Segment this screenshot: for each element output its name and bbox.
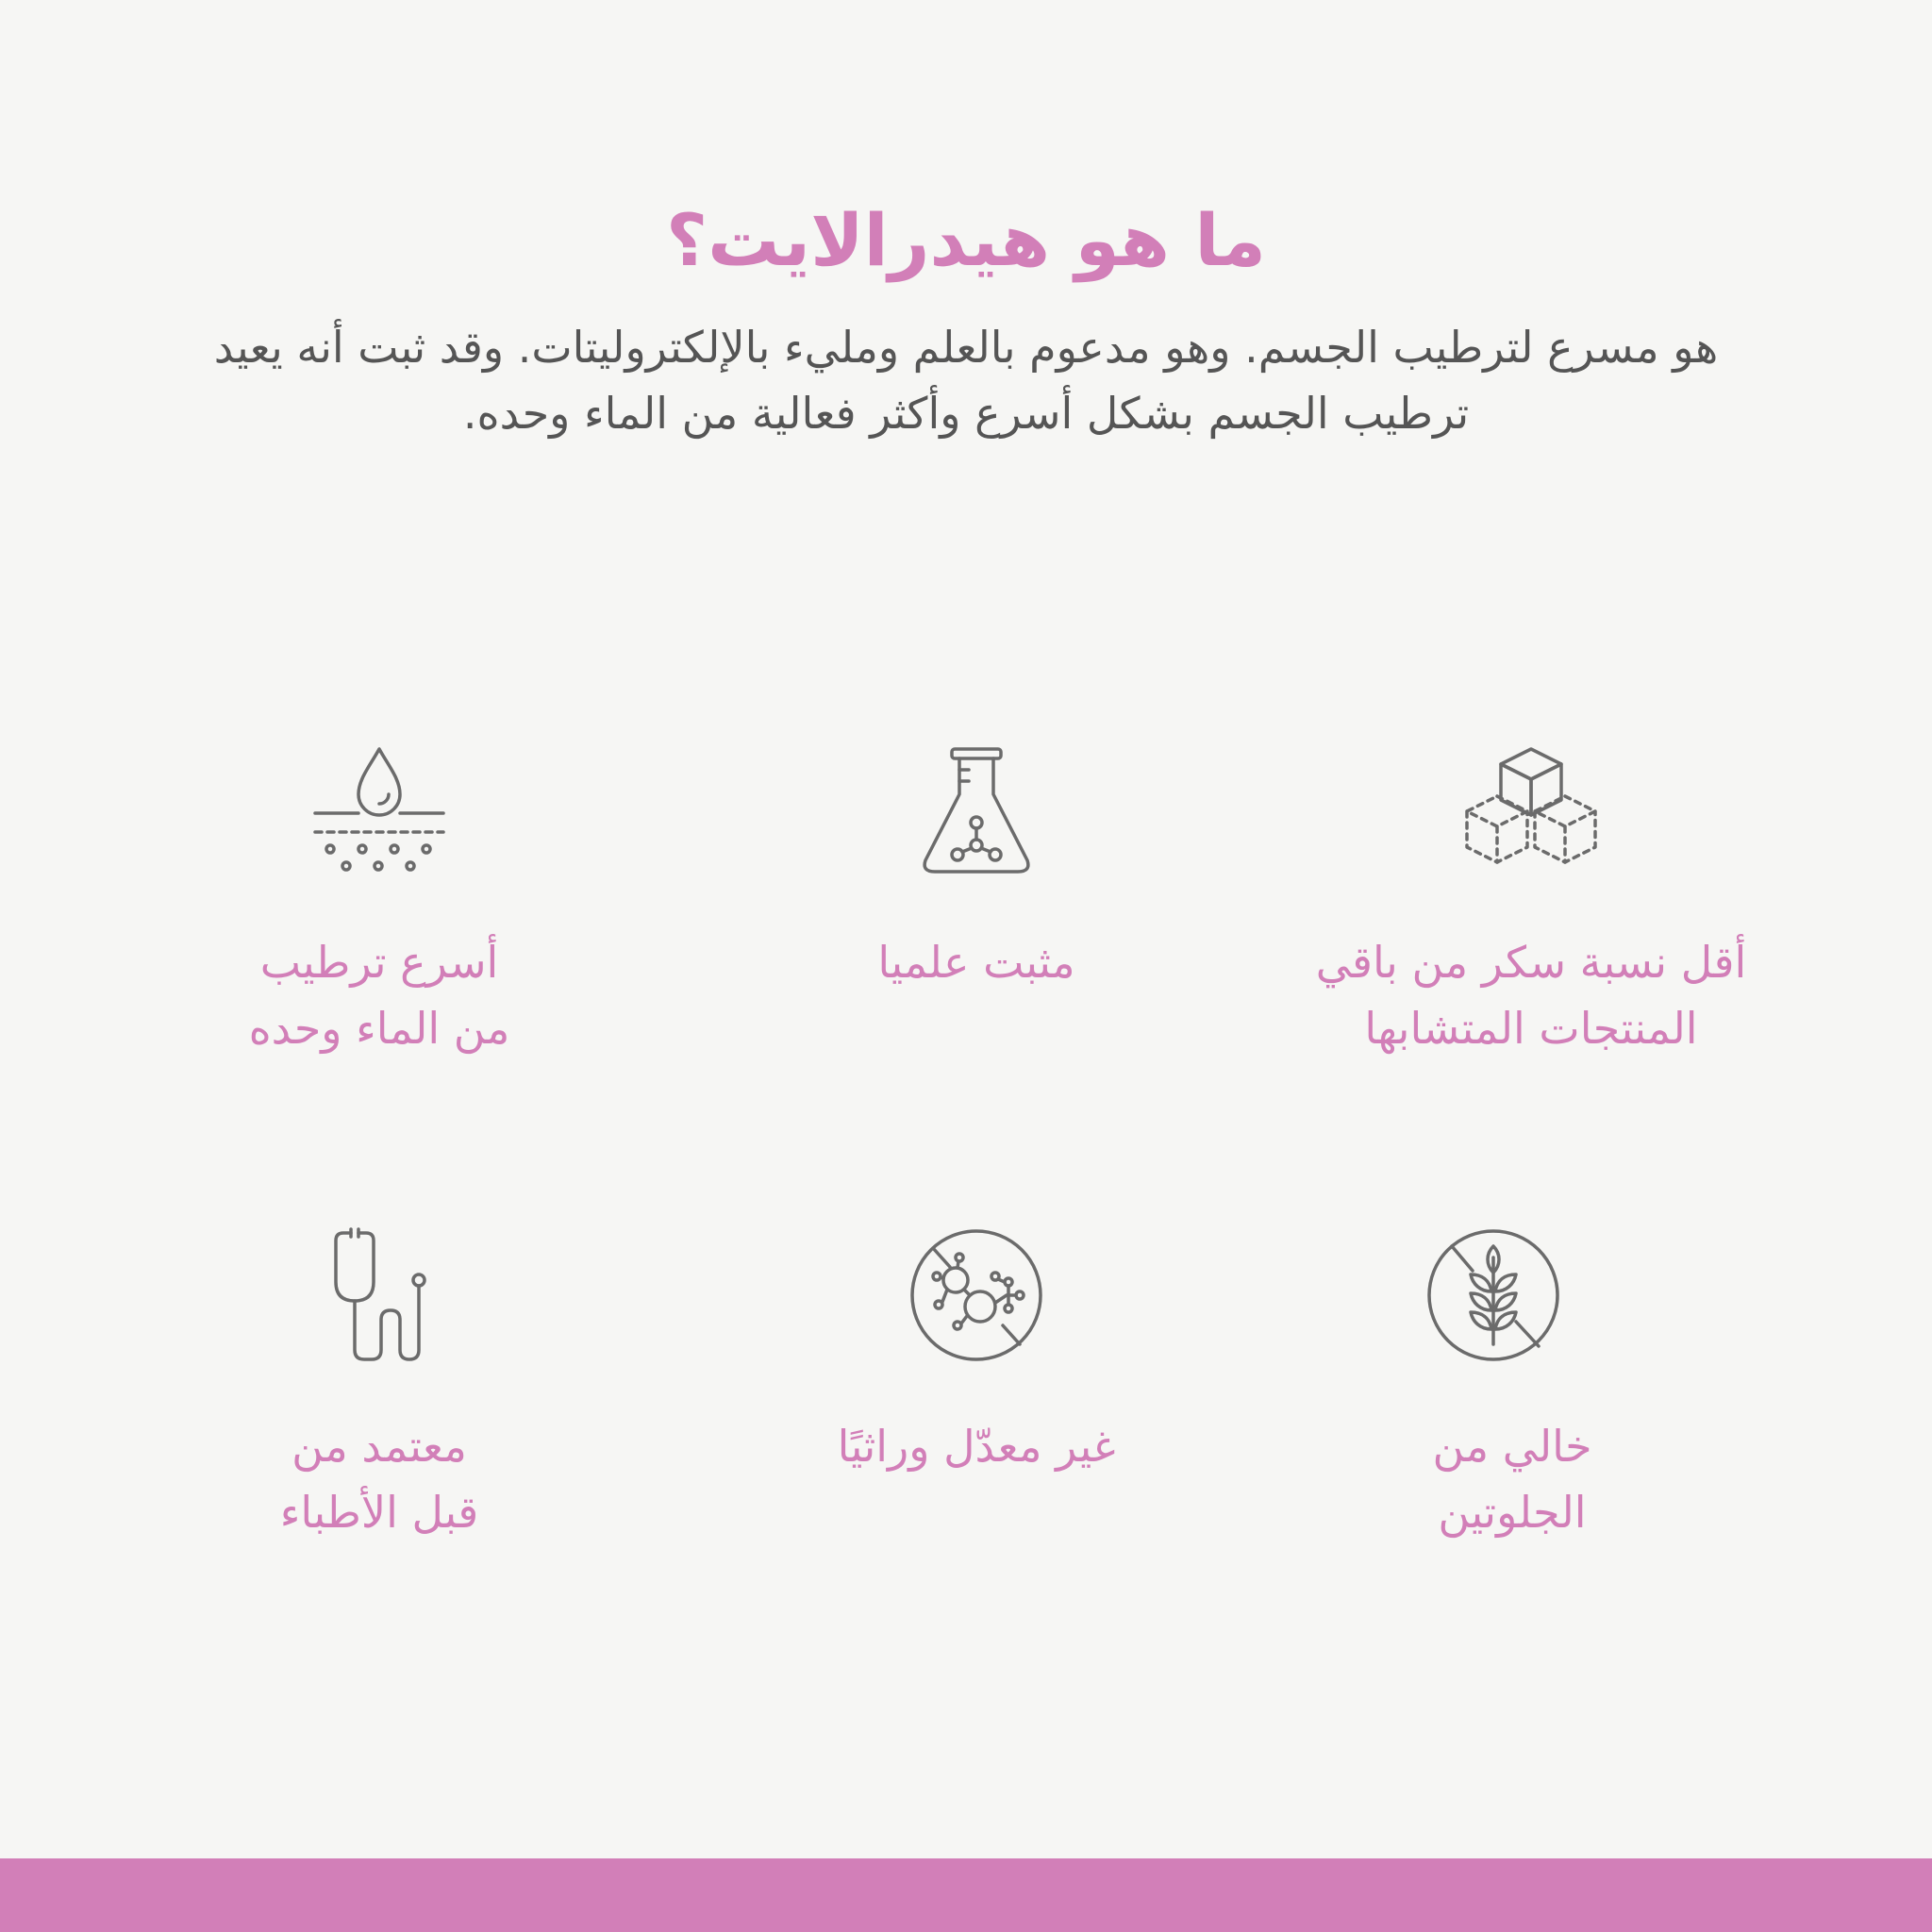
sugar-cube-icon	[1456, 736, 1607, 887]
feature-label: أقل نسبة سكر من باقي المنتجات المتشابها	[1315, 937, 1747, 1054]
feature-label: خالي من الجلوتين	[1432, 1421, 1592, 1538]
feature-label: مثبت علميا	[877, 937, 1075, 988]
no-gmo-molecule-icon	[901, 1220, 1052, 1371]
stethoscope-icon	[304, 1220, 455, 1371]
intro-paragraph: هو مسرع لترطيب الجسم. وهو مدعوم بالعلم ومليء بالإلكتروليتات. وقد ثبت أنه يعيد ترطيب الجسم بشكل أسرع وأكثر فعالية من الماء وحده.	[213, 322, 1719, 439]
page-title: ما هو هيدرالايت؟	[666, 198, 1266, 282]
footer-bar	[0, 1858, 1932, 1932]
feature-label: غير معدّل وراثيًا	[837, 1421, 1116, 1472]
water-drop-skin-icon	[304, 736, 455, 887]
feature-label: أسرع ترطيب من الماء وحده	[248, 937, 510, 1054]
no-wheat-icon	[1418, 1220, 1569, 1371]
feature-label: معتمد من قبل الأطباء	[279, 1421, 479, 1538]
flask-icon	[901, 736, 1052, 887]
